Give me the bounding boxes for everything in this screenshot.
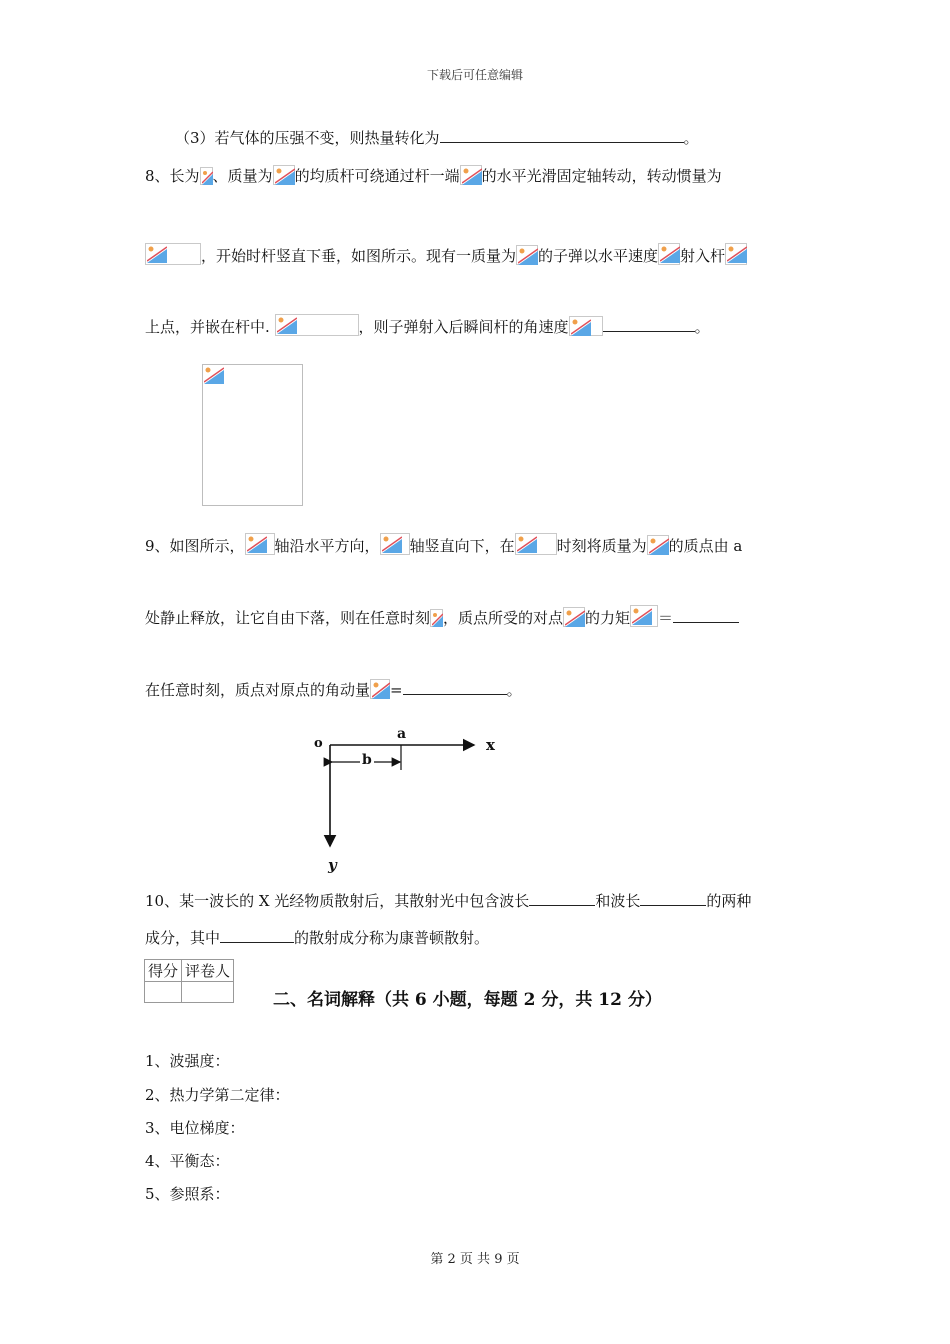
- page-header: 下载后可任意编辑: [426, 68, 523, 82]
- q8-line1: [145, 165, 722, 186]
- q9-text: 。: [506, 681, 522, 699]
- page-footer: 第 2 页 共 9 页: [430, 1252, 520, 1267]
- term-item: 3、电位梯度：: [145, 1119, 245, 1137]
- q9-text: 在任意时刻，质点对原点的角动量: [145, 681, 371, 699]
- answer-blank: [440, 128, 684, 143]
- q9-text: 的质点由 a: [668, 537, 743, 555]
- broken-image-icon: [647, 535, 669, 555]
- q9-line2: [145, 605, 739, 628]
- broken-image-icon: [569, 316, 603, 336]
- broken-image-icon: [273, 165, 295, 185]
- q8-text: 。: [694, 318, 710, 336]
- q10-text: 成分，其中: [145, 929, 221, 947]
- q9-text: ＝: [658, 609, 674, 627]
- q8-text: 的均质杆可绕通过杆一端: [294, 167, 460, 185]
- broken-image-icon: [145, 243, 201, 265]
- q8-line3: [145, 314, 710, 337]
- q9-line3: [145, 679, 522, 700]
- broken-image-icon: [516, 245, 538, 265]
- broken-image-icon: [460, 165, 482, 185]
- q10-text: 10、某一波长的 X 光经物质散射后，其散射光中包含波长: [145, 892, 530, 910]
- point-a-label: a: [397, 726, 407, 742]
- section-title: 二、名词解释（共 6 小题，每题 2 分，共 12 分）: [273, 990, 662, 1010]
- q10-text: 的两种: [706, 892, 752, 910]
- q7-part3: [175, 128, 699, 148]
- score-table: [144, 959, 234, 1003]
- term-item: 4、平衡态：: [145, 1152, 230, 1170]
- term-item: 1、波强度：: [145, 1052, 230, 1070]
- q9-text: 处静止释放，让它自由下落，则在任意时刻: [145, 609, 431, 627]
- origin-label: o: [314, 736, 323, 751]
- answer-blank: [220, 928, 294, 943]
- q9-text: =: [390, 681, 403, 699]
- q9-text: 9、如图所示，: [145, 537, 245, 555]
- distance-b-label: b: [362, 752, 372, 768]
- answer-blank: [673, 608, 739, 623]
- broken-image-icon: [515, 533, 557, 555]
- q7-part3-end: 。: [683, 129, 699, 147]
- q9-text: 轴沿水平方向，: [274, 537, 380, 555]
- q8-text: ，则子弹射入后瞬间杆的角速度: [358, 318, 569, 336]
- answer-blank: [529, 891, 595, 906]
- q8-text: 8、长为: [145, 167, 200, 185]
- q9-text: 时刻将质量为: [556, 537, 647, 555]
- q10-text: 的散射成分称为康普顿散射。: [294, 929, 490, 947]
- rod-figure-placeholder: [202, 364, 303, 506]
- answer-blank: [403, 680, 507, 695]
- broken-image-icon: [200, 167, 213, 185]
- grader-header: 评卷人: [182, 960, 234, 982]
- broken-image-icon: [658, 243, 680, 265]
- term-item: 2、热力学第二定律：: [145, 1086, 290, 1104]
- q9-text: 轴竖直向下，在: [409, 537, 515, 555]
- broken-image-icon: [430, 609, 443, 627]
- term-item: 5、参照系：: [145, 1185, 230, 1203]
- q7-part3-text: （3）若气体的压强不变，则热量转化为: [175, 129, 440, 147]
- broken-image-icon: [725, 243, 747, 265]
- score-header: 得分: [145, 960, 182, 982]
- grader-cell: [182, 982, 234, 1003]
- answer-blank: [603, 317, 695, 332]
- q8-text: 射入杆: [680, 247, 726, 265]
- q8-text: 的子弹以水平速度: [538, 247, 659, 265]
- answer-blank: [640, 891, 706, 906]
- q8-text: 、质量为: [212, 167, 273, 185]
- broken-image-icon: [630, 605, 658, 627]
- broken-image-icon: [245, 533, 275, 555]
- broken-image-icon: [563, 607, 585, 627]
- q10-line1: [145, 891, 751, 911]
- broken-image-icon: [380, 533, 410, 555]
- q9-text: 的力矩: [585, 609, 631, 627]
- q8-text: 的水平光滑固定轴转动，转动惯量为: [481, 167, 722, 185]
- x-axis-label: x: [486, 736, 495, 754]
- broken-image-icon: [275, 314, 359, 336]
- q8-text: 上点，并嵌在杆中.: [145, 318, 275, 336]
- y-axis-label: y: [328, 856, 337, 874]
- broken-image-icon: [204, 366, 224, 384]
- q9-line1: [145, 533, 742, 556]
- q10-line2: [145, 928, 489, 948]
- score-cell: [145, 982, 182, 1003]
- q10-text: 和波长: [595, 892, 641, 910]
- broken-image-icon: [370, 679, 390, 699]
- q8-line2: [145, 243, 747, 266]
- q9-text: ，质点所受的对点: [443, 609, 564, 627]
- q8-text: ，开始时杆竖直下垂，如图所示。现有一质量为: [201, 247, 517, 265]
- axes-diagram: [306, 726, 506, 876]
